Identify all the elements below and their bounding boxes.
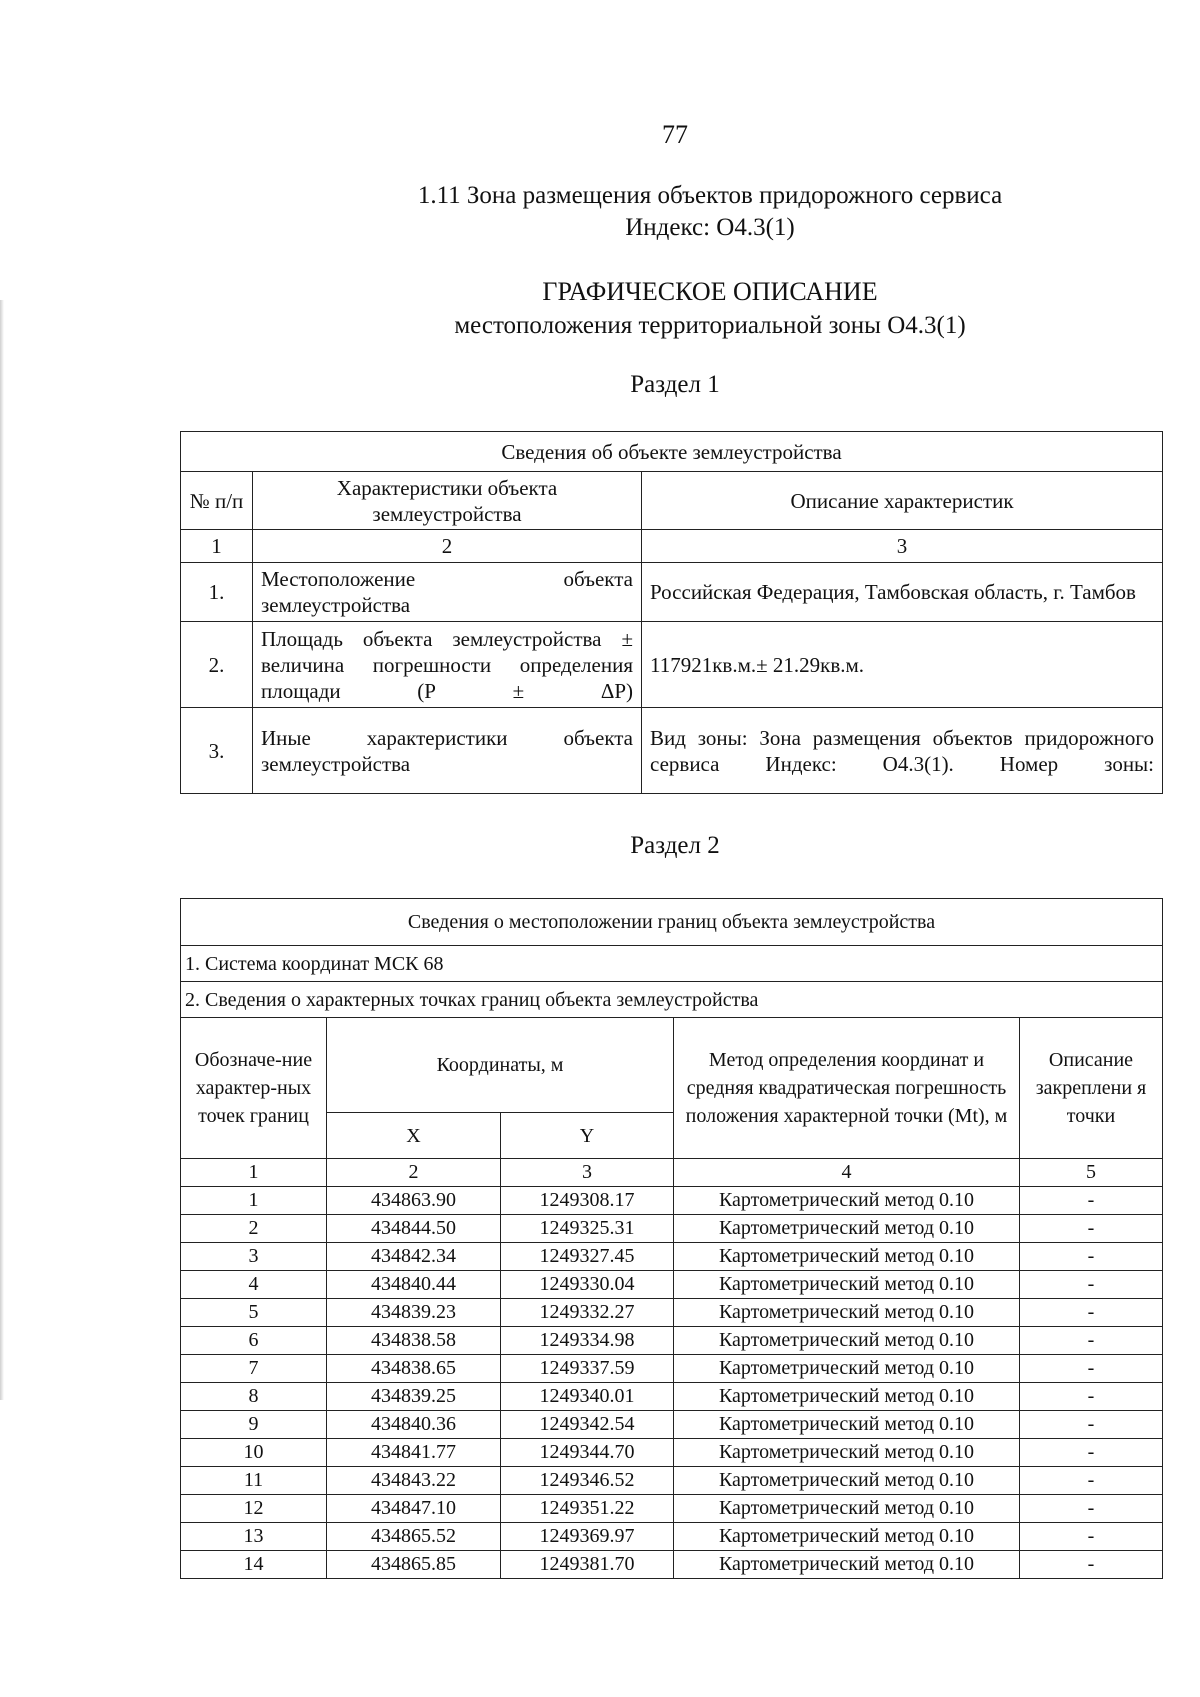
table-row	[181, 1355, 1163, 1383]
table-row	[181, 1299, 1163, 1327]
x-coordinate-cell: 434838.58	[327, 1327, 501, 1355]
description-cell: 117921кв.м.± 21.29кв.м.	[642, 622, 1163, 708]
table-row	[181, 1187, 1163, 1215]
header-y: Y	[501, 1113, 674, 1159]
y-coordinate-cell: 1249332.27	[501, 1299, 674, 1327]
y-coordinate-cell: 1249351.22	[501, 1495, 674, 1523]
x-coordinate-cell: 434865.52	[327, 1523, 501, 1551]
point-id-cell: 4	[181, 1271, 327, 1299]
method-cell: Картометрический метод 0.10	[674, 1187, 1020, 1215]
method-cell: Картометрический метод 0.10	[674, 1439, 1020, 1467]
point-id-cell: 3	[181, 1243, 327, 1271]
page-number: 77	[662, 120, 688, 149]
fixing-cell: -	[1020, 1383, 1163, 1411]
x-coordinate-cell: 434839.23	[327, 1299, 501, 1327]
point-id-cell: 8	[181, 1383, 327, 1411]
point-id-cell: 11	[181, 1467, 327, 1495]
row-number: 3.	[181, 708, 253, 794]
fixing-cell: -	[1020, 1551, 1163, 1579]
coordinate-system: 1. Система координат МСК 68	[181, 946, 1163, 982]
table-row	[181, 1467, 1163, 1495]
column-number: 3	[642, 530, 1163, 563]
zone-index: Индекс: О4.3(1)	[625, 214, 795, 241]
y-coordinate-cell: 1249327.45	[501, 1243, 674, 1271]
x-coordinate-cell: 434840.44	[327, 1271, 501, 1299]
x-coordinate-cell: 434841.77	[327, 1439, 501, 1467]
point-id-cell: 6	[181, 1327, 327, 1355]
header-number: № п/п	[181, 472, 253, 530]
method-cell: Картометрический метод 0.10	[674, 1243, 1020, 1271]
fixing-cell: -	[1020, 1215, 1163, 1243]
x-coordinate-cell: 434838.65	[327, 1355, 501, 1383]
table-row	[181, 1411, 1163, 1439]
method-cell: Картометрический метод 0.10	[674, 1355, 1020, 1383]
document-subtitle: местоположения территориальной зоны О4.3(1)	[454, 312, 966, 339]
y-coordinate-cell: 1249337.59	[501, 1355, 674, 1383]
method-cell: Картометрический метод 0.10	[674, 1551, 1020, 1579]
point-id-cell: 13	[181, 1523, 327, 1551]
table-row	[181, 1271, 1163, 1299]
table-row	[181, 1523, 1163, 1551]
x-coordinate-cell: 434842.34	[327, 1243, 501, 1271]
fixing-cell: -	[1020, 1467, 1163, 1495]
y-coordinate-cell: 1249308.17	[501, 1187, 674, 1215]
land-object-table	[180, 431, 1163, 794]
column-number: 2	[253, 530, 642, 563]
point-id-cell: 10	[181, 1439, 327, 1467]
header-characteristic: Характеристики объекта землеустройства	[253, 472, 642, 530]
header-fixing: Описание закреплени я точки	[1020, 1018, 1163, 1159]
fixing-cell: -	[1020, 1299, 1163, 1327]
y-coordinate-cell: 1249344.70	[501, 1439, 674, 1467]
fixing-cell: -	[1020, 1243, 1163, 1271]
y-coordinate-cell: 1249381.70	[501, 1551, 674, 1579]
point-id-cell: 5	[181, 1299, 327, 1327]
method-cell: Картометрический метод 0.10	[674, 1495, 1020, 1523]
point-id-cell: 12	[181, 1495, 327, 1523]
column-number: 2	[327, 1159, 501, 1187]
fixing-cell: -	[1020, 1271, 1163, 1299]
column-number: 4	[674, 1159, 1020, 1187]
fixing-cell: -	[1020, 1187, 1163, 1215]
table-row	[181, 563, 1163, 622]
point-id-cell: 1	[181, 1187, 327, 1215]
document-title: ГРАФИЧЕСКОЕ ОПИСАНИЕ	[542, 277, 878, 306]
fixing-cell: -	[1020, 1411, 1163, 1439]
boundary-points-table	[180, 898, 1163, 1579]
table-row	[181, 1439, 1163, 1467]
x-coordinate-cell: 434863.90	[327, 1187, 501, 1215]
characteristic-cell: Иные характеристики объекта землеустройства	[253, 708, 642, 794]
x-coordinate-cell: 434840.36	[327, 1411, 501, 1439]
fixing-cell: -	[1020, 1495, 1163, 1523]
fixing-cell: -	[1020, 1327, 1163, 1355]
point-id-cell: 9	[181, 1411, 327, 1439]
method-cell: Картометрический метод 0.10	[674, 1467, 1020, 1495]
method-cell: Картометрический метод 0.10	[674, 1215, 1020, 1243]
header-method: Метод определения координат и средняя квадратическая погрешность положения характерной точки (Мt), м	[674, 1018, 1020, 1159]
y-coordinate-cell: 1249325.31	[501, 1215, 674, 1243]
table-caption: Сведения о местоположении границ объекта землеустройства	[181, 899, 1163, 946]
table-row	[181, 1551, 1163, 1579]
y-coordinate-cell: 1249346.52	[501, 1467, 674, 1495]
column-number: 1	[181, 530, 253, 563]
header-point: Обозначе-ние характер-ных точек границ	[181, 1018, 327, 1159]
x-coordinate-cell: 434839.25	[327, 1383, 501, 1411]
zone-title: 1.11 Зона размещения объектов придорожного сервиса	[417, 182, 1003, 209]
section-1-title: Раздел 1	[630, 371, 720, 398]
description-cell: Российская Федерация, Тамбовская область, г. Тамбов	[642, 563, 1163, 622]
method-cell: Картометрический метод 0.10	[674, 1523, 1020, 1551]
y-coordinate-cell: 1249369.97	[501, 1523, 674, 1551]
header-description: Описание характеристик	[642, 472, 1163, 530]
row-number: 2.	[181, 622, 253, 708]
column-number: 3	[501, 1159, 674, 1187]
point-id-cell: 7	[181, 1355, 327, 1383]
table-row	[181, 1327, 1163, 1355]
method-cell: Картометрический метод 0.10	[674, 1383, 1020, 1411]
y-coordinate-cell: 1249334.98	[501, 1327, 674, 1355]
row-number: 1.	[181, 563, 253, 622]
point-id-cell: 14	[181, 1551, 327, 1579]
method-cell: Картометрический метод 0.10	[674, 1327, 1020, 1355]
column-number: 1	[181, 1159, 327, 1187]
table-row	[181, 708, 1163, 794]
y-coordinate-cell: 1249342.54	[501, 1411, 674, 1439]
section-2-title: Раздел 2	[630, 832, 720, 859]
table-row	[181, 1243, 1163, 1271]
y-coordinate-cell: 1249330.04	[501, 1271, 674, 1299]
header-x: X	[327, 1113, 501, 1159]
table-row	[181, 1495, 1163, 1523]
y-coordinate-cell: 1249340.01	[501, 1383, 674, 1411]
x-coordinate-cell: 434843.22	[327, 1467, 501, 1495]
header-coordinates: Координаты, м	[327, 1018, 674, 1113]
x-coordinate-cell: 434844.50	[327, 1215, 501, 1243]
table-caption: Сведения об объекте землеустройства	[181, 432, 1163, 472]
x-coordinate-cell: 434865.85	[327, 1551, 501, 1579]
x-coordinate-cell: 434847.10	[327, 1495, 501, 1523]
method-cell: Картометрический метод 0.10	[674, 1299, 1020, 1327]
characteristic-cell: Местоположение объекта землеустройства	[253, 563, 642, 622]
method-cell: Картометрический метод 0.10	[674, 1411, 1020, 1439]
point-id-cell: 2	[181, 1215, 327, 1243]
method-cell: Картометрический метод 0.10	[674, 1271, 1020, 1299]
fixing-cell: -	[1020, 1355, 1163, 1383]
fixing-cell: -	[1020, 1523, 1163, 1551]
fixing-cell: -	[1020, 1439, 1163, 1467]
characteristic-cell: Площадь объекта землеустройства ± величина погрешности определения площади (Р ± ΔР)	[253, 622, 642, 708]
points-caption: 2. Сведения о характерных точках границ объекта землеустройства	[181, 982, 1163, 1018]
table-row	[181, 622, 1163, 708]
table-row	[181, 1215, 1163, 1243]
column-number: 5	[1020, 1159, 1163, 1187]
table-row	[181, 1383, 1163, 1411]
description-cell: Вид зоны: Зона размещения объектов придорожного сервиса Индекс: О4.3(1). Номер зоны:	[642, 708, 1163, 794]
